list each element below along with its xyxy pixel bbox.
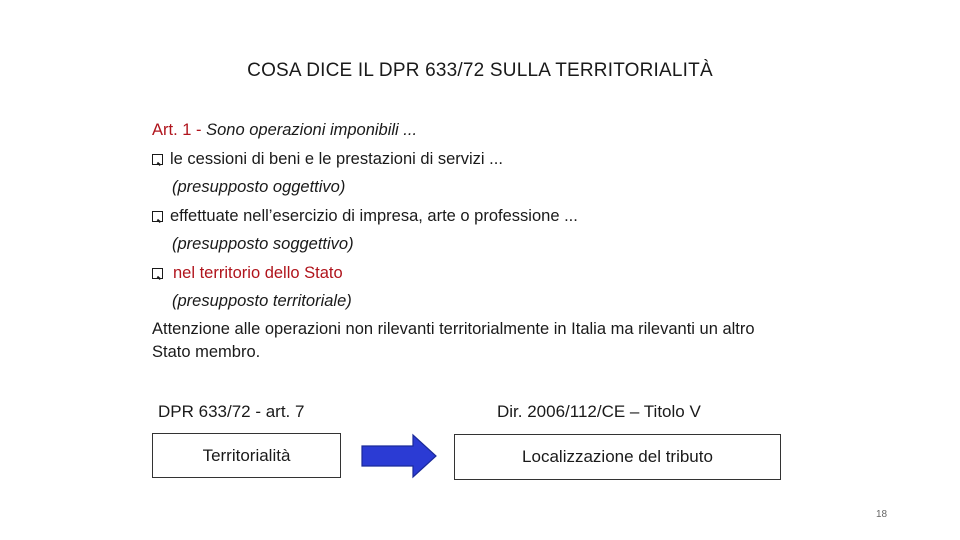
attention-note: Attenzione alle operazioni non rilevanti territorialmente in Italia ma rilevanti un altro Stato membro. (152, 319, 755, 361)
bullet-text: le cessioni di beni e le prestazioni di servizi ... (170, 149, 503, 168)
bullet-text: effettuate nell’esercizio di impresa, arte o professione ... (170, 206, 578, 225)
checkbox-bullet-icon (152, 154, 163, 165)
bullet-text-highlight: nel territorio dello Stato (173, 263, 343, 282)
right-arrow-icon (361, 433, 439, 479)
tax-localization-box (454, 434, 781, 480)
slide-title: COSA DICE IL DPR 633/72 SULLA TERRITORIALITÀ (247, 60, 713, 81)
page-number: 18 (876, 509, 888, 520)
bullet-note: (presupposto oggettivo) (172, 178, 346, 196)
bullet-item (152, 259, 792, 288)
checkbox-bullet-icon (152, 211, 163, 222)
bullet-item (152, 202, 792, 231)
article-intro-line (152, 116, 792, 145)
source-label-directive: Dir. 2006/112/CE – Titolo V (497, 402, 701, 421)
tax-localization-box-text: Localizzazione del tributo (522, 447, 713, 466)
bullet-item (152, 145, 792, 174)
article-label: Art. 1 (152, 121, 192, 139)
article-separator: - (191, 121, 207, 139)
bullet-note: (presupposto territoriale) (172, 292, 352, 310)
territoriality-box (152, 433, 341, 478)
territoriality-box-text: Territorialità (202, 445, 291, 465)
article-intro: Sono operazioni imponibili ... (206, 121, 418, 139)
source-label-dpr: DPR 633/72 - art. 7 (158, 402, 305, 421)
bullet-note: (presupposto soggettivo) (172, 235, 354, 253)
checkbox-bullet-icon (152, 268, 163, 279)
article-text (152, 116, 792, 364)
